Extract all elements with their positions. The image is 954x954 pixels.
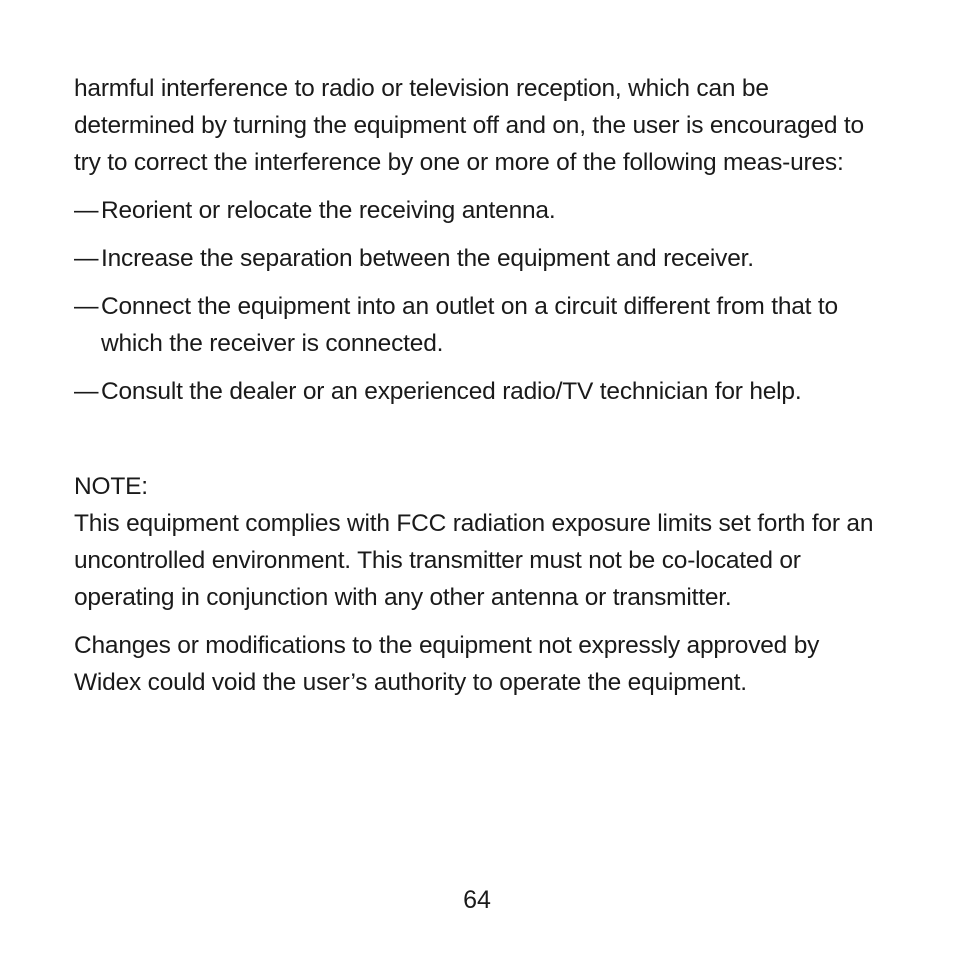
page-number: 64 — [463, 886, 491, 914]
dash-bullet: — — [74, 245, 99, 272]
measure-text: Increase the separation between the equipment and receiver. — [101, 245, 754, 272]
note-paragraph: This equipment complies with FCC radiation exposure limits set forth for an uncontrolled environment. This transmitter must not be co-located or operating in conjunction with any other antenna or transmitter. — [74, 510, 874, 611]
note-label: NOTE: — [74, 473, 148, 500]
measure-item-consult-dealer — [74, 373, 874, 410]
measure-text: Consult the dealer or an experienced radio/TV technician for help. — [101, 378, 802, 405]
dash-bullet: — — [74, 197, 99, 224]
measure-text: Connect the equipment into an outlet on a circuit different from that to which the receiver is connected. — [101, 293, 838, 357]
intro-paragraph: harmful interference to radio or television reception, which can be determined by turning the equipment off and on, the user is encouraged to try to correct the interference by one or more of the following meas-ures: — [74, 75, 864, 176]
measure-item-different-outlet — [74, 288, 874, 362]
interference-measures-list — [74, 192, 874, 410]
manual-page-content — [74, 70, 874, 712]
changes-paragraph: Changes or modifications to the equipment not expressly approved by Widex could void the user’s authority to operate the equipment. — [74, 632, 820, 696]
measure-item-increase-separation — [74, 240, 874, 277]
measure-text: Reorient or relocate the receiving antenna. — [101, 197, 556, 224]
note-section — [74, 468, 874, 701]
dash-bullet: — — [74, 378, 99, 405]
dash-bullet: — — [74, 293, 99, 320]
measure-item-reorient-antenna — [74, 192, 874, 229]
